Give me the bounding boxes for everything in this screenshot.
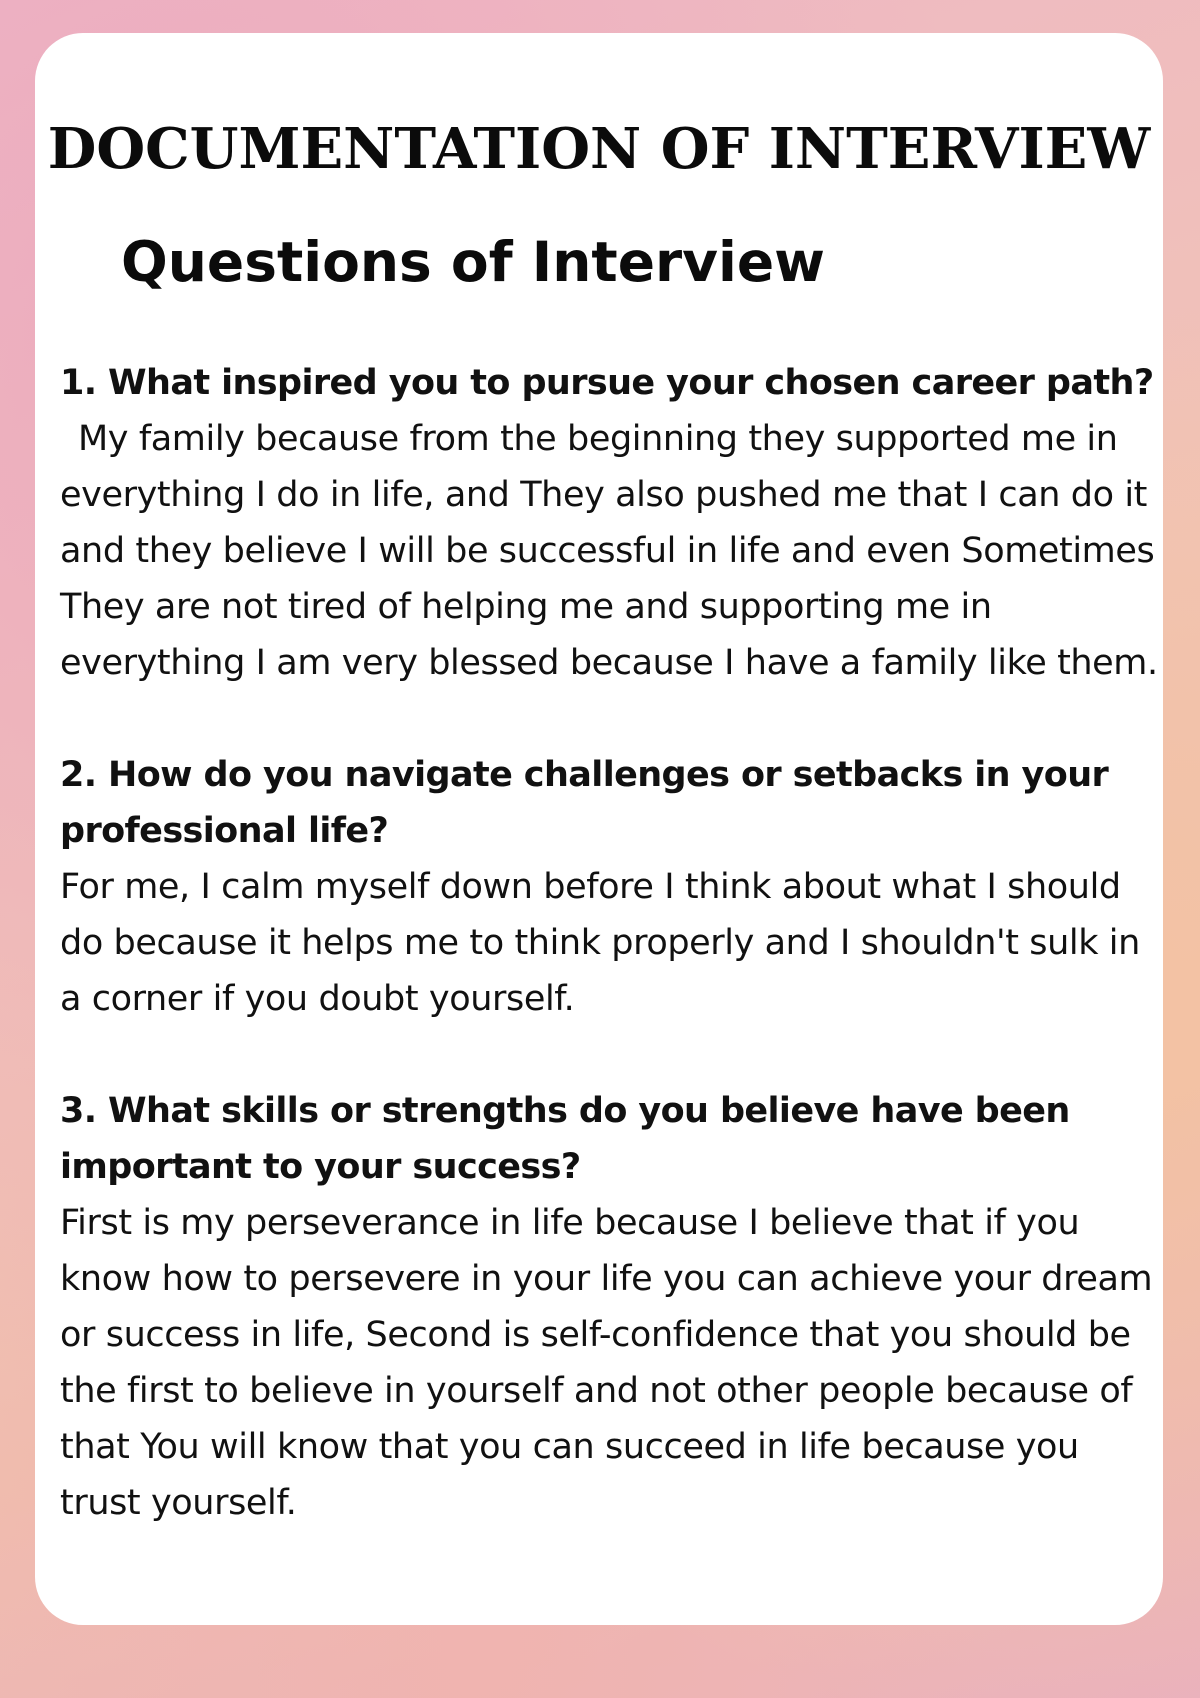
qa-item-1 <box>60 355 1158 691</box>
answer-2: For me, I calm myself down before I think about what I should do because it helps me to think properly and I shouldn't sulk in a corner if you doubt yourself. <box>60 867 1140 1019</box>
question-3: 3. What skills or strengths do you believe have been important to your success? <box>60 1091 1070 1187</box>
question-2: 2. How do you navigate challenges or setbacks in your professional life? <box>60 755 1109 851</box>
answer-1: My family because from the beginning they supported me in everything I do in life, and They also pushed me that I can do it and they believe I will be successful in life and even Sometimes They are not tired of helping me and supporting me in everything I am very blessed because I have a family like them. <box>60 419 1158 683</box>
section-title: Questions of Interview <box>121 230 825 294</box>
answer-3: First is my perseverance in life because I believe that if you know how to persevere in your life you can achieve your dream or success in life, Second is self-confidence that you should be the first to believe in yourself and not other people because of that You will know that you can succeed in life because you trust yourself. <box>60 1203 1153 1523</box>
qa-item-2 <box>60 747 1158 1027</box>
qa-item-3 <box>60 1083 1158 1531</box>
document-card <box>35 33 1163 1625</box>
qa-list <box>60 355 1158 1587</box>
document-title: DOCUMENTATION OF INTERVIEW <box>47 116 1151 182</box>
question-1: 1. What inspired you to pursue your chosen career path? <box>60 363 1154 403</box>
